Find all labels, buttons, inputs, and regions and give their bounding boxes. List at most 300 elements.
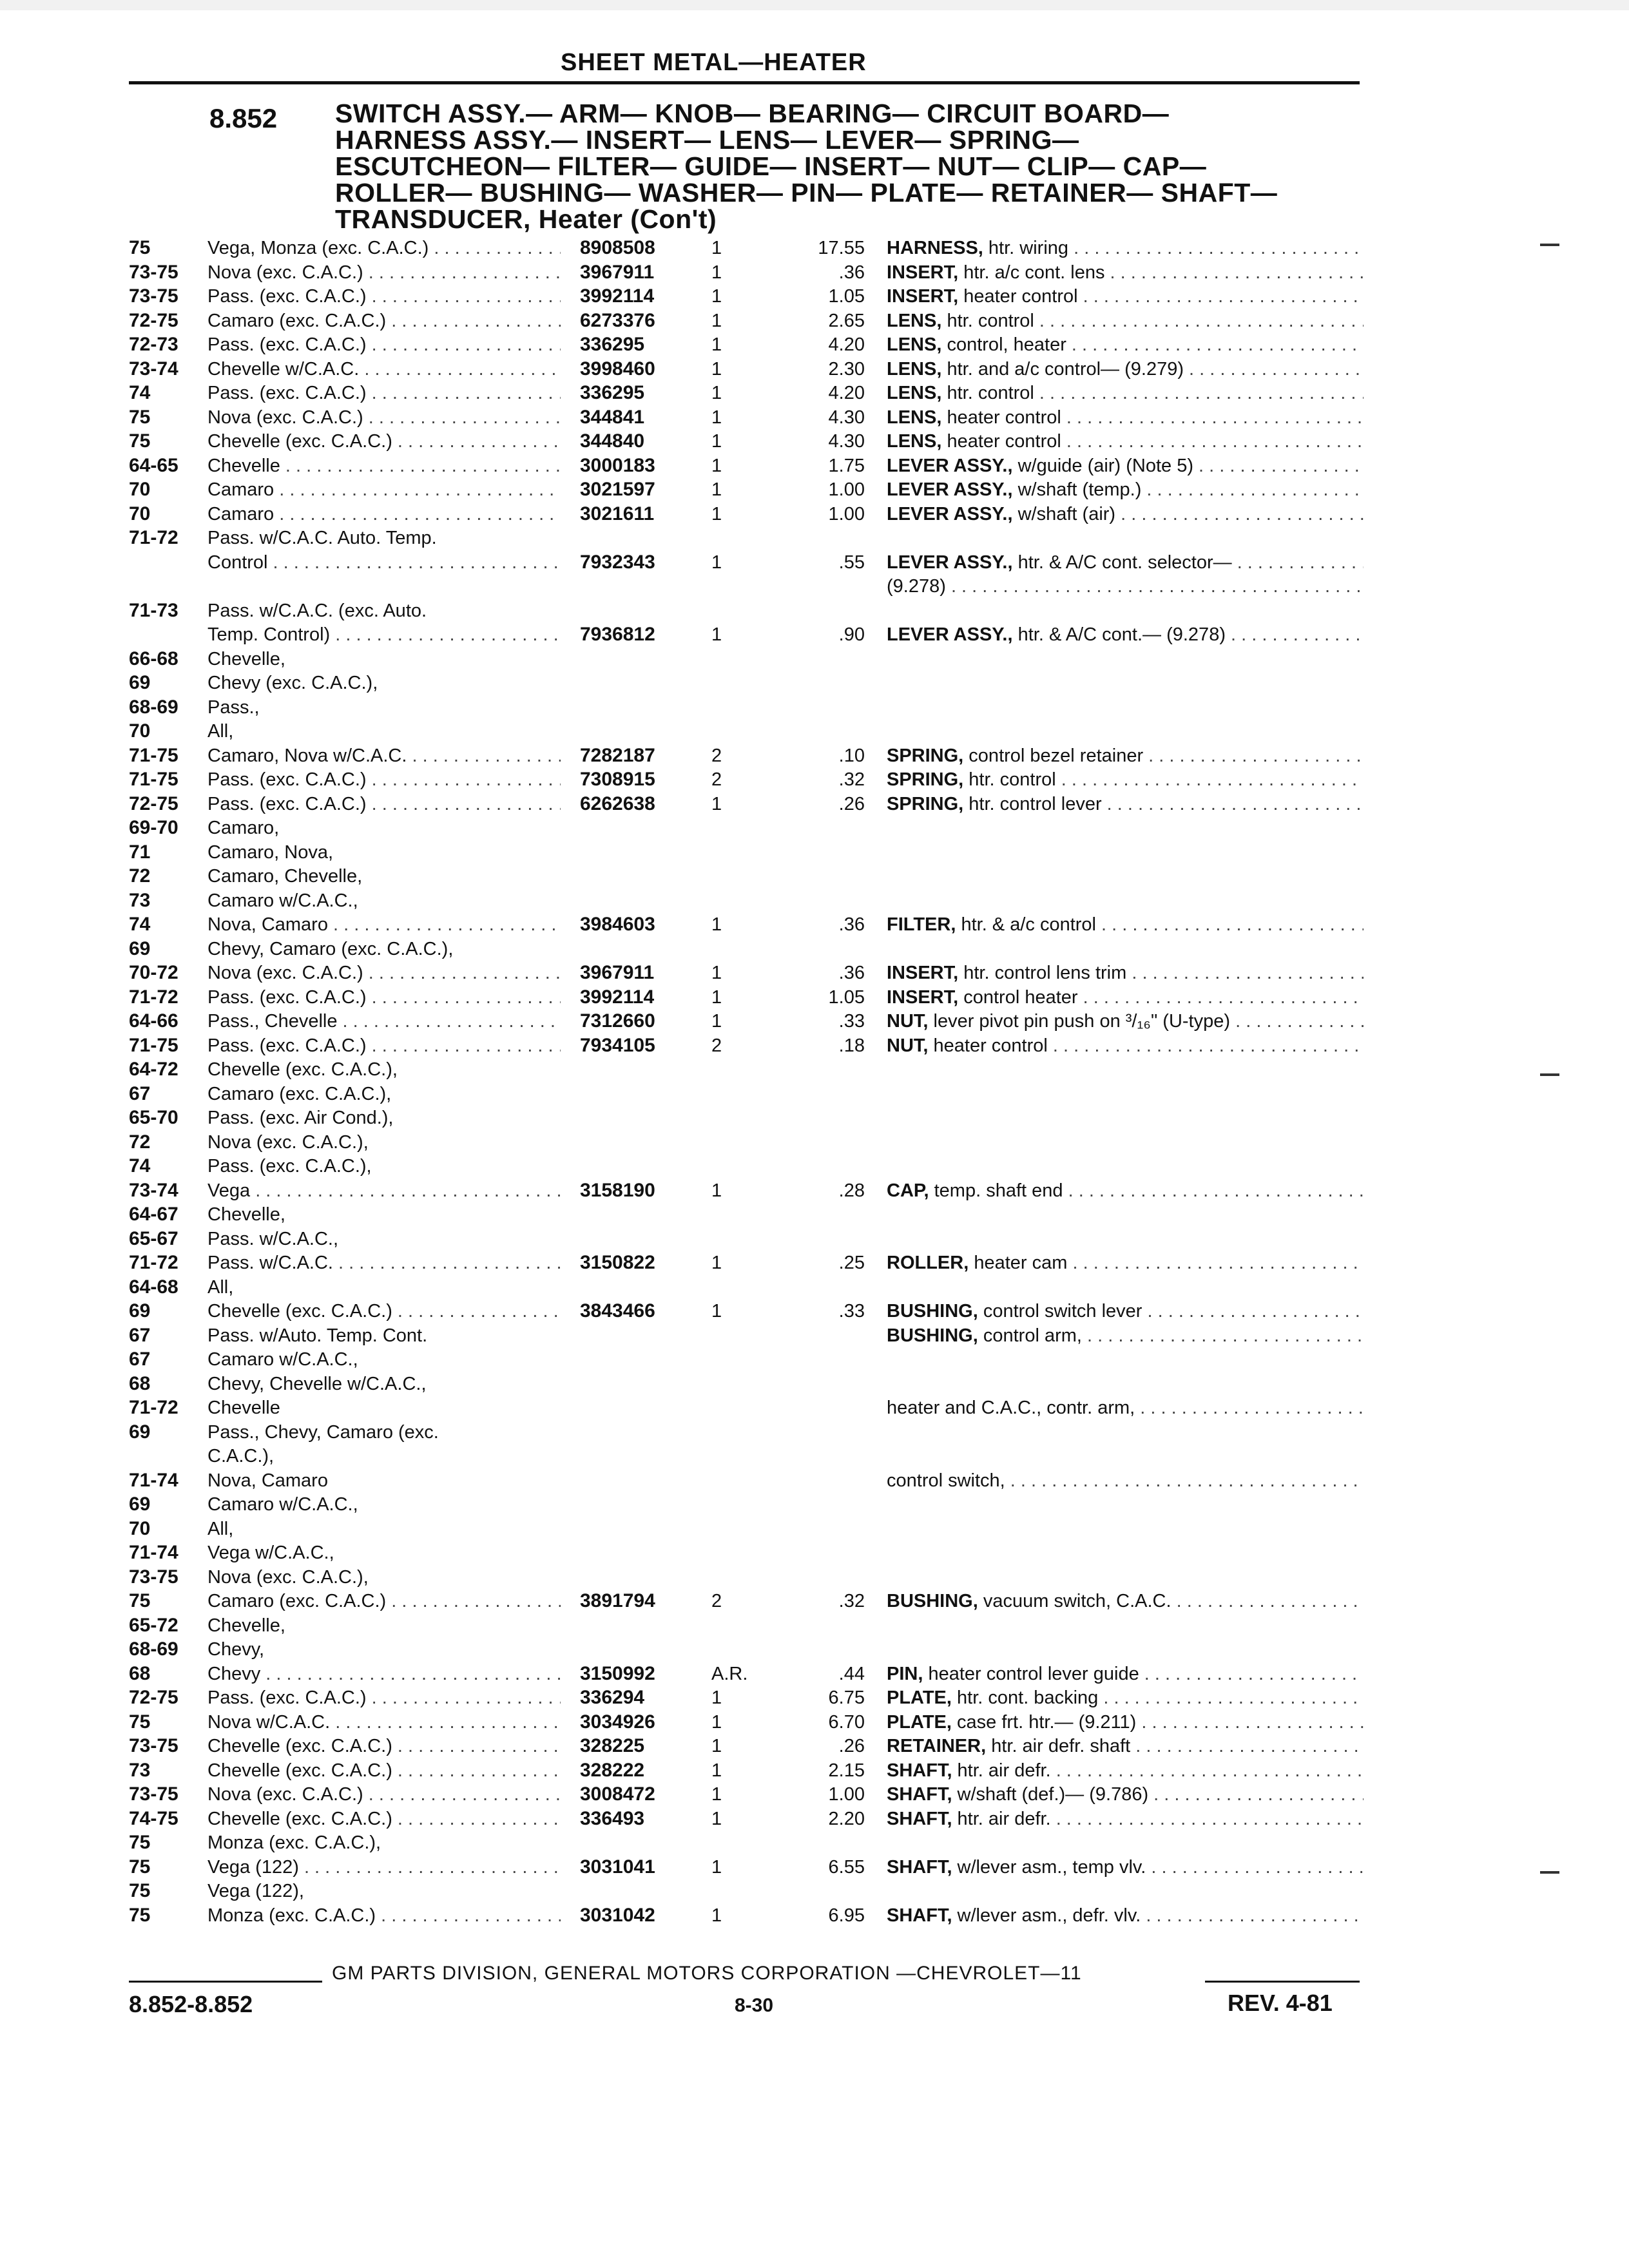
part-detail: heater control: [928, 1035, 1048, 1056]
part-name: HARNESS,: [887, 238, 983, 258]
section-title-line: ROLLER— BUSHING— WASHER— PIN— PLATE— RETAINER— SHAFT—: [335, 178, 1278, 207]
description: [887, 260, 1364, 285]
model-year: 69-70: [129, 817, 178, 838]
part-number: 336295: [580, 382, 645, 403]
application: Chevelle (exc. C.A.C.) . . .: [207, 1807, 561, 1831]
price: 4.30: [828, 407, 865, 428]
part-name: INSERT,: [887, 963, 959, 983]
part-detail: w/lever asm., temp vlv.: [952, 1856, 1146, 1878]
application: Nova (exc. C.A.C.) . . .: [207, 961, 561, 985]
model-year: 71-72: [129, 527, 178, 548]
price: 4.30: [828, 431, 865, 452]
model-year: 68: [129, 1372, 151, 1394]
part-number: 328222: [580, 1759, 645, 1781]
quantity: 1: [711, 1784, 722, 1805]
model-year: 75: [129, 1904, 151, 1926]
part-name: INSERT,: [887, 262, 959, 283]
application: Vega (122),: [207, 1881, 304, 1901]
part-name: LEVER ASSY.,: [887, 479, 1013, 500]
part-detail: htr. air defr. shaft: [986, 1736, 1131, 1756]
model-year: 73-75: [129, 1735, 178, 1756]
description: [887, 1807, 1364, 1831]
application: Pass. (exc. Air Cond.),: [207, 1108, 394, 1128]
model-year: 75: [129, 1880, 151, 1901]
part-detail: htr. & A/C cont.— (9.278): [1012, 624, 1226, 645]
quantity: 1: [711, 479, 722, 500]
application: Monza (exc. C.A.C.),: [207, 1832, 381, 1853]
model-year: 73-74: [129, 358, 178, 380]
margin-mark: [1540, 1871, 1559, 1874]
quantity: 1: [711, 1808, 722, 1829]
price: .25: [838, 1253, 865, 1273]
model-year: 73-75: [129, 261, 178, 283]
part-detail: w/lever asm., defr. vlv.: [952, 1905, 1141, 1926]
model-year: 72-73: [129, 334, 178, 355]
quantity: 1: [711, 963, 722, 983]
description: [887, 477, 1364, 502]
model-year: 71-72: [129, 1252, 178, 1273]
price: .26: [838, 793, 865, 814]
model-year: 68: [129, 1662, 151, 1684]
model-year: 73: [129, 889, 151, 911]
quantity: 1: [711, 407, 722, 428]
application: All,: [207, 721, 234, 742]
application: Pass. (exc. C.A.C.) . . .: [207, 792, 561, 816]
application: Pass. w/C.A.C. Auto. Temp.: [207, 528, 437, 548]
part-detail: control heater: [958, 986, 1078, 1008]
part-number: 3967911: [580, 261, 655, 283]
application: Chevelle (exc. C.A.C.),: [207, 1059, 398, 1080]
price: 1.05: [828, 286, 865, 307]
price: 1.00: [828, 479, 865, 500]
description: [887, 767, 1364, 792]
application: Camaro . . .: [207, 477, 561, 502]
section-number: 8.852: [209, 103, 278, 133]
price: 1.05: [828, 986, 865, 1008]
part-number: 7936812: [580, 624, 655, 645]
price: .32: [838, 769, 865, 790]
part-detail: htr. control lens trim: [958, 963, 1127, 983]
application: Chevelle,: [207, 1615, 285, 1636]
footer-section-range: 8.852-8.852: [129, 1991, 253, 2017]
model-year: 75: [129, 1590, 151, 1611]
application: Chevy,: [207, 1639, 265, 1660]
section-title: [335, 101, 1379, 233]
application: Camaro (exc. C.A.C.) . . .: [207, 1589, 561, 1613]
model-year: 73-74: [129, 1179, 178, 1201]
part-detail: w/guide (air) (Note 5): [1012, 455, 1193, 476]
price: .44: [838, 1663, 865, 1684]
part-name: INSERT,: [887, 986, 959, 1008]
application: Chevy, Chevelle w/C.A.C.,: [207, 1373, 427, 1394]
application: Nova (exc. C.A.C.) . . .: [207, 260, 561, 285]
model-year: 75: [129, 430, 151, 452]
part-name: NUT,: [887, 1035, 929, 1056]
part-number: 3008472: [580, 1783, 655, 1805]
part-number: 6262638: [580, 793, 655, 814]
margin-mark: [1540, 244, 1559, 246]
model-year: 72: [129, 1131, 151, 1153]
application: Chevelle,: [207, 648, 285, 669]
model-year: 73-75: [129, 285, 178, 307]
part-detail: heater control: [941, 407, 1061, 428]
description: [887, 744, 1364, 768]
price: .90: [838, 624, 865, 645]
application: Nova (exc. C.A.C.),: [207, 1566, 369, 1588]
description: [887, 357, 1364, 381]
description: [887, 1662, 1364, 1686]
part-detail: w/shaft (air): [1012, 503, 1116, 524]
model-year: 65-72: [129, 1614, 178, 1636]
price: .36: [838, 963, 865, 983]
application: Monza (exc. C.A.C.) . . .: [207, 1903, 561, 1928]
part-detail: control bezel retainer: [963, 745, 1144, 766]
quantity: 1: [711, 793, 722, 814]
description: [887, 405, 1364, 430]
application: Pass. w/C.A.C. (exc. Auto.: [207, 600, 427, 621]
model-year: 68-69: [129, 696, 178, 718]
part-number: 7282187: [580, 744, 655, 766]
model-year: 72-75: [129, 309, 178, 331]
quantity: 1: [711, 1760, 722, 1781]
quantity: 1: [711, 624, 722, 645]
quantity: 1: [711, 1253, 722, 1273]
quantity: 2: [711, 1035, 722, 1056]
application: Camaro w/C.A.C.,: [207, 1349, 358, 1370]
model-year: 72-75: [129, 1687, 178, 1708]
part-detail: control switch lever: [978, 1301, 1142, 1321]
part-number: 336493: [580, 1807, 645, 1829]
application: Temp. Control) . . .: [207, 622, 561, 647]
model-year: 70: [129, 720, 151, 742]
part-name: BUSHING,: [887, 1325, 978, 1346]
price: .33: [838, 1011, 865, 1032]
part-detail: case frt. htr.— (9.211): [951, 1711, 1137, 1733]
model-year: 64-68: [129, 1276, 178, 1298]
footer-rule-left: [129, 1981, 322, 1983]
part-detail: control arm,: [978, 1325, 1082, 1346]
application: Pass. (exc. C.A.C.),: [207, 1156, 372, 1177]
description: [887, 1686, 1364, 1710]
part-detail: control, heater: [941, 334, 1066, 355]
quantity: 1: [711, 552, 722, 573]
part-name: LEVER ASSY.,: [887, 624, 1013, 645]
description: [887, 284, 1364, 309]
model-year: 70: [129, 503, 151, 524]
model-year: 75: [129, 1711, 151, 1733]
model-year: 71-74: [129, 1469, 178, 1491]
quantity: 1: [711, 986, 722, 1008]
quantity: 1: [711, 383, 722, 403]
model-year: 71-72: [129, 1397, 178, 1418]
part-number: 3843466: [580, 1300, 655, 1321]
description: [887, 1396, 1364, 1420]
part-name: LENS,: [887, 407, 942, 428]
part-number: 8908508: [580, 237, 655, 258]
part-detail: control switch,: [887, 1470, 1005, 1491]
section-title-line: HARNESS ASSY.— INSERT— LENS— LEVER— SPRING—: [335, 125, 1079, 155]
application: Chevelle (exc. C.A.C.) . . .: [207, 429, 561, 454]
model-year: 70: [129, 479, 151, 500]
application: Camaro,: [207, 818, 280, 838]
price: .36: [838, 914, 865, 935]
part-number: 3984603: [580, 914, 655, 935]
price: 2.20: [828, 1808, 865, 1829]
part-name: SHAFT,: [887, 1856, 952, 1878]
part-number: 3158190: [580, 1179, 655, 1201]
section-title-line: SWITCH ASSY.— ARM— KNOB— BEARING— CIRCUIT BOARD—: [335, 99, 1170, 128]
quantity: 1: [711, 503, 722, 524]
price: .32: [838, 1591, 865, 1611]
part-detail: htr. and a/c control— (9.279): [941, 358, 1184, 380]
model-year: 69: [129, 1421, 151, 1443]
part-name: SPRING,: [887, 745, 964, 766]
section-title-line: ESCUTCHEON— FILTER— GUIDE— INSERT— NUT— CLIP— CAP—: [335, 151, 1207, 181]
model-year: 73-75: [129, 1566, 178, 1588]
description: [887, 1589, 1364, 1613]
model-year: 64-66: [129, 1010, 178, 1032]
part-detail: htr. & A/C cont. selector—: [1012, 552, 1232, 573]
part-name: ROLLER,: [887, 1253, 969, 1273]
footer-corporation: GM PARTS DIVISION, GENERAL MOTORS CORPORATION —CHEVROLET—11: [332, 1963, 1082, 1984]
price: 17.55: [818, 238, 865, 258]
model-year: 64-65: [129, 454, 178, 476]
model-year: 70: [129, 1517, 151, 1539]
application: Camaro (exc. C.A.C.),: [207, 1083, 392, 1104]
part-detail: htr. control lever: [963, 793, 1102, 814]
description: [887, 1009, 1364, 1033]
part-detail: heater control: [941, 431, 1061, 452]
part-detail: heater and C.A.C., contr. arm,: [887, 1398, 1135, 1418]
description: [887, 1323, 1364, 1348]
price: .18: [838, 1035, 865, 1056]
part-number: 7934105: [580, 1034, 655, 1056]
part-number: 3998460: [580, 358, 655, 380]
header-rule: [129, 81, 1360, 84]
description: [887, 1734, 1364, 1758]
part-detail: w/shaft (def.)— (9.786): [952, 1784, 1149, 1805]
margin-mark: [1540, 1073, 1559, 1076]
part-name: PLATE,: [887, 1711, 952, 1733]
quantity: 1: [711, 1687, 722, 1708]
description: [887, 1299, 1364, 1323]
part-number: 7308915: [580, 769, 655, 790]
description: [887, 792, 1364, 816]
application: Chevelle (exc. C.A.C.) . . .: [207, 1734, 561, 1758]
quantity: 1: [711, 238, 722, 258]
quantity: 1: [711, 1856, 722, 1878]
application: Pass. (exc. C.A.C.) . . .: [207, 1686, 561, 1710]
application: Pass., Chevy, Camaro (exc.: [207, 1421, 439, 1443]
description: [887, 1710, 1364, 1735]
part-detail: temp. shaft end: [929, 1180, 1063, 1201]
footer-revision: REV. 4-81: [1228, 1990, 1333, 2016]
part-number: 3992114: [580, 285, 655, 307]
model-year: 64-72: [129, 1059, 178, 1080]
model-year: 72: [129, 865, 151, 887]
model-year: 71-72: [129, 986, 178, 1008]
price: 2.30: [828, 358, 865, 380]
price: 6.75: [828, 1687, 865, 1708]
application: C.A.C.),: [207, 1446, 275, 1466]
description: [887, 309, 1364, 333]
part-number: 336294: [580, 1687, 645, 1708]
part-name: CAP,: [887, 1180, 929, 1201]
model-year: 71-75: [129, 744, 178, 766]
model-year: 75: [129, 406, 151, 428]
part-detail: htr. cont. backing: [951, 1687, 1099, 1708]
quantity: 1: [711, 1011, 722, 1032]
quantity: 1: [711, 431, 722, 452]
part-name: NUT,: [887, 1011, 929, 1032]
application: Nova, Camaro: [207, 1470, 328, 1491]
model-year: 65-70: [129, 1107, 178, 1128]
part-detail: htr. a/c cont. lens: [958, 262, 1105, 283]
application: Chevy (exc. C.A.C.),: [207, 673, 378, 693]
quantity: 1: [711, 1301, 722, 1321]
part-name: SPRING,: [887, 769, 964, 790]
application: Nova, Camaro . . .: [207, 912, 561, 937]
quantity: 1: [711, 1711, 722, 1733]
part-number: 3021611: [580, 503, 655, 524]
application: Pass. (exc. C.A.C.) . . .: [207, 332, 561, 357]
part-number: 3150992: [580, 1662, 655, 1684]
description: [887, 961, 1364, 985]
part-detail: heater control: [958, 286, 1078, 307]
quantity: 1: [711, 1905, 722, 1926]
part-name: BUSHING,: [887, 1591, 978, 1611]
application: Chevelle . . .: [207, 454, 561, 478]
description: [887, 502, 1364, 526]
quantity: 2: [711, 745, 722, 766]
part-detail: htr. wiring: [983, 238, 1069, 258]
part-number: 6273376: [580, 309, 655, 331]
description: [887, 454, 1364, 478]
part-detail: heater cam: [969, 1253, 1068, 1273]
model-year: 69: [129, 672, 151, 693]
part-number: 328225: [580, 1735, 645, 1756]
price: .33: [838, 1301, 865, 1321]
description: [887, 985, 1364, 1010]
model-year: 71-75: [129, 769, 178, 790]
model-year: 75: [129, 1832, 151, 1853]
application: All,: [207, 1518, 234, 1539]
part-number: 3150822: [580, 1252, 655, 1273]
model-year: 74-75: [129, 1807, 178, 1829]
price: 2.65: [828, 310, 865, 331]
part-name: LENS,: [887, 431, 942, 452]
quantity: 1: [711, 262, 722, 283]
description: [887, 1903, 1364, 1928]
part-number: 7932343: [580, 551, 655, 573]
price: 6.55: [828, 1856, 865, 1878]
part-detail: htr. air defr.: [952, 1808, 1051, 1829]
part-number: 3000183: [580, 454, 655, 476]
description: [887, 1251, 1364, 1275]
page-title: SHEET METAL—HEATER: [561, 49, 867, 76]
part-detail: lever pivot pin push on ³/₁₆" (U-type): [928, 1011, 1231, 1032]
description: [887, 332, 1364, 357]
application: Pass. (exc. C.A.C.) . . .: [207, 985, 561, 1010]
model-year: 70-72: [129, 962, 178, 983]
quantity: 2: [711, 769, 722, 790]
part-number: 336295: [580, 334, 645, 355]
description: [887, 622, 1364, 647]
application: Vega, Monza (exc. C.A.C.) . . .: [207, 236, 561, 260]
description: [887, 236, 1364, 260]
quantity: 1: [711, 286, 722, 307]
quantity: A.R.: [711, 1663, 748, 1684]
application: Pass. (exc. C.A.C.) . . .: [207, 1033, 561, 1058]
model-year: 71-73: [129, 599, 178, 621]
model-year: 64-67: [129, 1204, 178, 1225]
part-name: LENS,: [887, 310, 942, 331]
part-detail: (9.278): [887, 576, 946, 597]
part-name: BUSHING,: [887, 1301, 978, 1321]
part-name: LEVER ASSY.,: [887, 455, 1013, 476]
quantity: 1: [711, 914, 722, 935]
model-year: 74: [129, 914, 151, 935]
part-name: LENS,: [887, 334, 942, 355]
part-detail: htr. control: [941, 310, 1034, 331]
application: Pass. w/C.A.C. . . .: [207, 1251, 561, 1275]
part-number: 3992114: [580, 986, 655, 1008]
model-year: 74: [129, 1155, 151, 1177]
application: Camaro (exc. C.A.C.) . . .: [207, 309, 561, 333]
model-year: 68-69: [129, 1639, 178, 1660]
application: Camaro w/C.A.C.,: [207, 1494, 358, 1515]
part-name: FILTER,: [887, 914, 956, 935]
application: Pass., Chevelle . . .: [207, 1009, 561, 1033]
part-number: 3031042: [580, 1904, 655, 1926]
application: Chevelle (exc. C.A.C.) . . .: [207, 1299, 561, 1323]
price: 4.20: [828, 334, 865, 355]
part-number: 344840: [580, 430, 645, 452]
model-year: 69: [129, 1300, 151, 1321]
description: [887, 1758, 1364, 1783]
part-name: SHAFT,: [887, 1760, 952, 1781]
model-year: 73-75: [129, 1783, 178, 1805]
description: [887, 550, 1364, 575]
description: [887, 574, 1364, 599]
application: Chevelle: [207, 1398, 280, 1418]
application: Pass.,: [207, 697, 260, 718]
description: [887, 1855, 1364, 1879]
application: Chevy, Camaro (exc. C.A.C.),: [207, 938, 454, 959]
part-name: LEVER ASSY.,: [887, 503, 1013, 524]
part-detail: w/shaft (temp.): [1012, 479, 1142, 500]
price: .55: [838, 552, 865, 573]
quantity: 1: [711, 455, 722, 476]
application: Camaro w/C.A.C.,: [207, 890, 358, 911]
application: Vega w/C.A.C.,: [207, 1542, 334, 1563]
application: Camaro, Chevelle,: [207, 866, 363, 887]
part-number: 3021597: [580, 479, 655, 500]
price: .28: [838, 1180, 865, 1201]
price: 6.95: [828, 1905, 865, 1926]
application: Pass. (exc. C.A.C.) . . .: [207, 284, 561, 309]
part-number: 3034926: [580, 1711, 655, 1733]
footer-page-number: 8-30: [735, 1995, 774, 2016]
quantity: 1: [711, 1180, 722, 1201]
model-year: 67: [129, 1349, 151, 1370]
part-name: PIN,: [887, 1663, 923, 1684]
part-name: LEVER ASSY.,: [887, 552, 1013, 573]
application: Pass. w/Auto. Temp. Cont.: [207, 1325, 428, 1346]
model-year: 71: [129, 841, 151, 863]
application: Control . . .: [207, 550, 561, 575]
application: Nova (exc. C.A.C.) . . .: [207, 1782, 561, 1807]
